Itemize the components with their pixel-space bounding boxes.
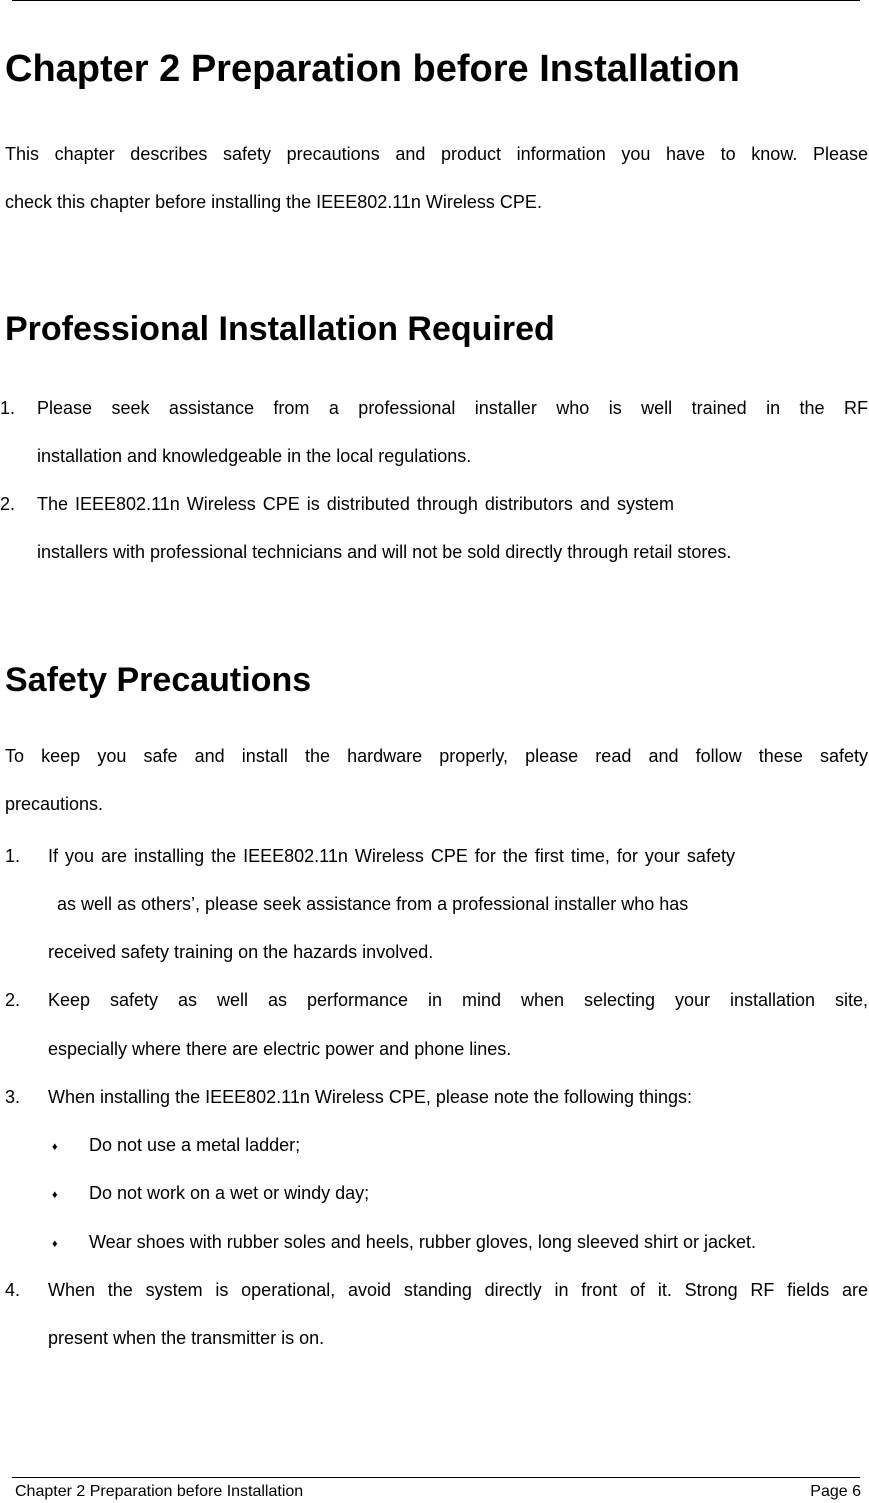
list-item-line: as well as others’, please seek assistance from a professional installer who has — [57, 894, 689, 914]
footer-rule — [12, 1477, 860, 1478]
list-item-number: 2. — [0, 494, 16, 514]
list-item-line: received safety training on the hazards involved. — [48, 942, 434, 962]
bullet-item: Do not work on a wet or windy day; — [89, 1183, 370, 1203]
list-item-line: When installing the IEEE802.11n Wireless CPE, please note the following things: — [48, 1087, 693, 1107]
top-rule — [12, 0, 860, 1]
list-item-line: Please seek assistance from a professional installer who is well trained in the RF — [37, 398, 868, 418]
safety-intro-line-2: precautions. — [5, 794, 104, 814]
list-item-line: installers with professional technicians and will not be sold directly through retail stores. — [37, 542, 732, 562]
safety-heading: Safety Precautions — [5, 661, 312, 699]
list-item-number: 4. — [5, 1280, 21, 1300]
bullet-item: Do not use a metal ladder; — [89, 1135, 301, 1155]
list-item-line: If you are installing the IEEE802.11n Wireless CPE for the first time, for your safety — [48, 846, 735, 866]
list-item-line: Keep safety as well as performance in mind when selecting your installation site, — [48, 990, 868, 1010]
list-item-line: When the system is operational, avoid standing directly in front of it. Strong RF fields are — [48, 1280, 868, 1300]
list-item-line: especially where there are electric power and phone lines. — [48, 1039, 512, 1059]
chapter-title: Chapter 2 Preparation before Installation — [5, 48, 740, 90]
footer-chapter-title: Chapter 2 Preparation before Installation — [15, 1483, 304, 1500]
list-item-number: 1. — [0, 398, 16, 418]
bullet-item: Wear shoes with rubber soles and heels, rubber gloves, long sleeved shirt or jacket. — [89, 1232, 757, 1252]
list-item-number: 1. — [5, 846, 21, 866]
list-item-number: 3. — [5, 1087, 21, 1107]
footer-page-number: Page 6 — [810, 1483, 861, 1500]
list-item-number: 2. — [5, 990, 21, 1010]
professional-heading: Professional Installation Required — [5, 310, 555, 348]
intro-line-1: This chapter describes safety precautions and product information you have to know. Please — [5, 144, 868, 164]
list-item-line: The IEEE802.11n Wireless CPE is distributed through distributors and system — [37, 494, 674, 514]
diamond-bullet-icon: ♦ — [52, 1189, 58, 1201]
list-item-line: present when the transmitter is on. — [48, 1328, 325, 1348]
safety-intro-line-1: To keep you safe and install the hardware properly, please read and follow these safety — [5, 746, 868, 766]
diamond-bullet-icon: ♦ — [52, 1238, 58, 1250]
list-item-line: installation and knowledgeable in the local regulations. — [37, 446, 472, 466]
diamond-bullet-icon: ♦ — [52, 1141, 58, 1153]
intro-line-2: check this chapter before installing the IEEE802.11n Wireless CPE. — [5, 192, 542, 212]
